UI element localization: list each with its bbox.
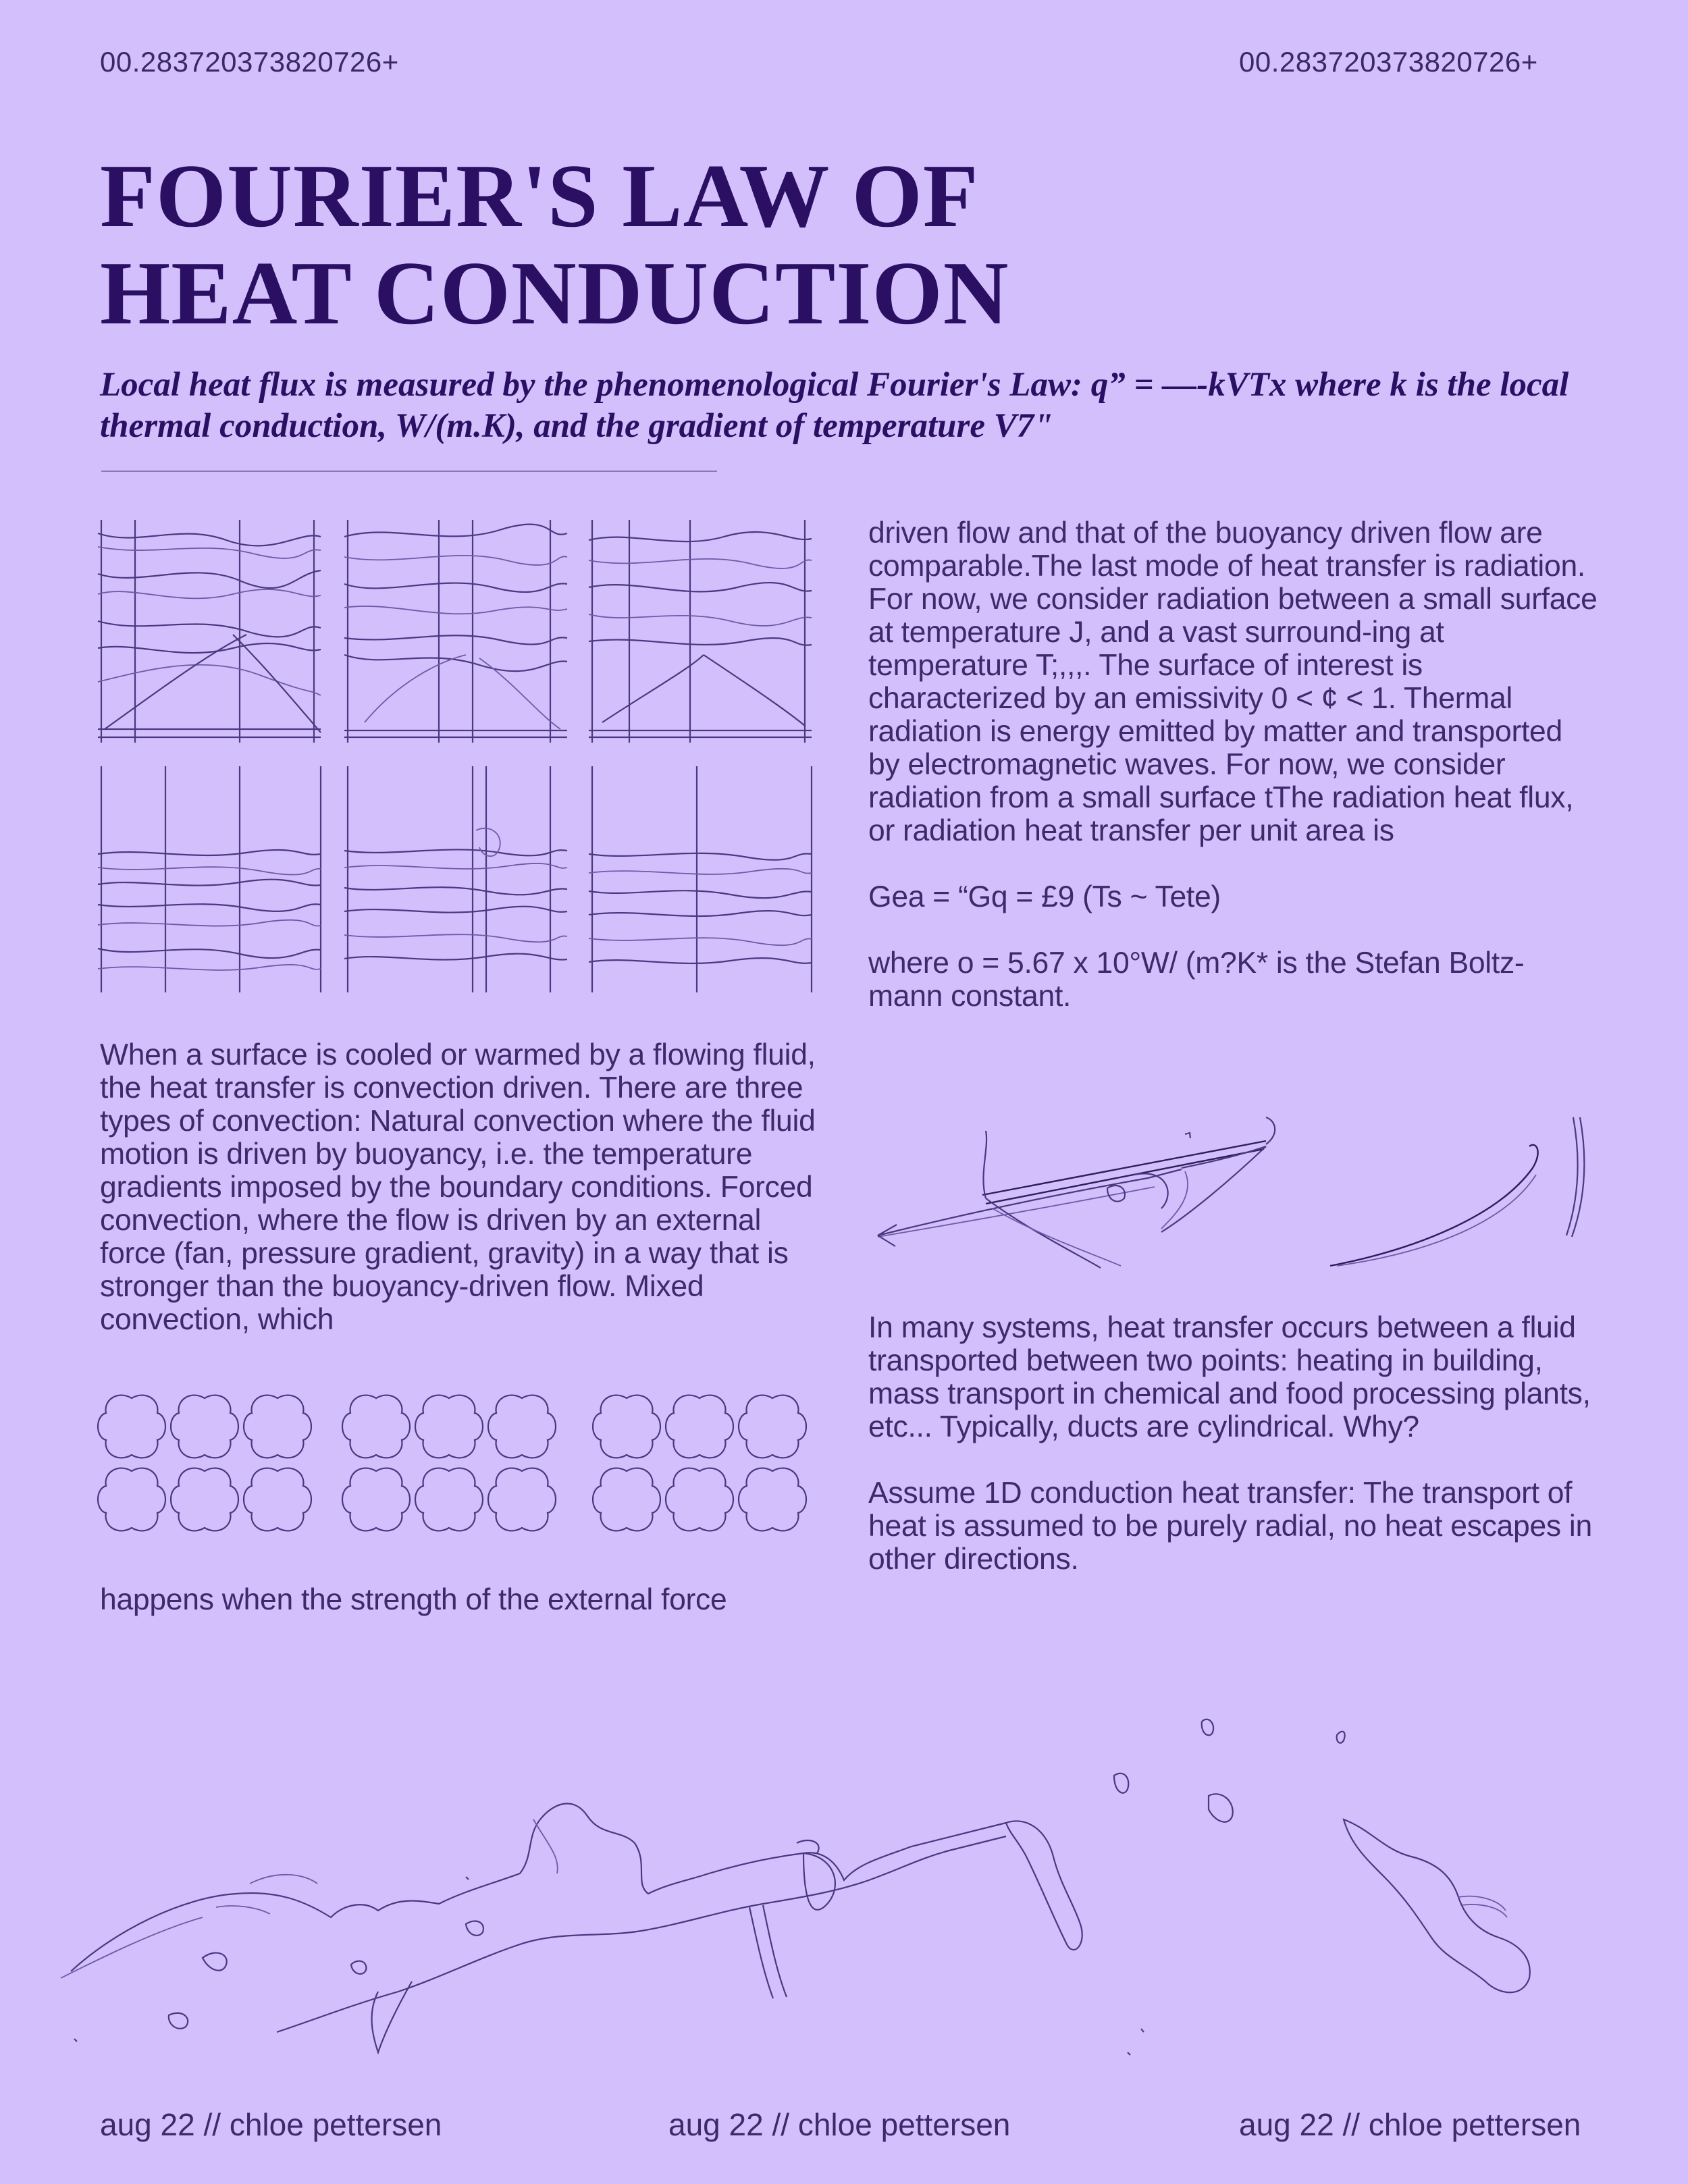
header-code-left: 00.283720373820726+ xyxy=(100,46,399,78)
left-column-paragraph-2 xyxy=(100,1583,829,1616)
stefan-boltzmann-text: where o = 5.67 x 10°W/ (m?K* is the Stefan Boltz-mann constant. xyxy=(868,947,1525,1013)
external-force-text: happens when the strength of the external force xyxy=(100,1583,727,1616)
radial-conduction-text: Assume 1D conduction heat transfer: The transport of heat is assumed to be purely radial, no heat escapes in other directions. xyxy=(868,1476,1592,1576)
bottom-line-drawing xyxy=(61,1641,1627,2073)
radiation-text: driven flow and that of the buoyancy driven flow are comparable.The last mode of heat transfer is radiation. For now, we consider radiation between a small surface at temperature J, and a vast surround-ing at temperature T;,,,. The surface of interest is characterized by an emissivity 0 < ¢ < 1. Thermal radiation is energy emitted by matter and transported by electromagnetic waves. For now, we consider radiation from a small surface tThe radiation heat flux, or radiation heat transfer per unit area is xyxy=(868,516,1598,847)
radiation-equation: Gea = “Gq = £9 (Ts ~ Tete) xyxy=(868,880,1221,913)
footer-right: aug 22 // chloe pettersen xyxy=(1239,2107,1581,2142)
panel-1 xyxy=(98,520,321,743)
footer-center: aug 22 // chloe pettersen xyxy=(668,2107,1011,2142)
left-column-paragraph-1 xyxy=(100,1038,829,1336)
panel-2 xyxy=(344,520,567,743)
panel-4 xyxy=(98,766,321,992)
clover-pattern xyxy=(98,1389,820,1541)
right-column-top xyxy=(868,516,1598,1013)
arrow-crescent-drawing xyxy=(878,1114,1607,1269)
clover-group-3 xyxy=(593,1395,806,1531)
subtitle: Local heat flux is measured by the phenomenological Fourier's Law: q” = —-kVTx where k is the local thermal conduction, W/(m.K), and the gradient of temperature V7" xyxy=(100,366,1569,445)
divider-rule xyxy=(101,471,717,472)
clover-group-1 xyxy=(98,1395,311,1531)
panel-5 xyxy=(344,766,567,992)
line-art-panel-grid xyxy=(98,520,814,992)
right-column-bottom xyxy=(868,1311,1598,1576)
duct-text: In many systems, heat transfer occurs between a fluid transported between two points: heating in building, mass transport in chemical and food processing plants, etc... Typically, ducts are cylindrical. Why? xyxy=(868,1311,1591,1443)
panel-6 xyxy=(589,766,812,992)
title-line-1: FOURIER'S LAW OF xyxy=(100,146,979,246)
page-title xyxy=(100,147,1009,342)
footer-left: aug 22 // chloe pettersen xyxy=(100,2107,442,2142)
title-line-2: HEAT CONDUCTION xyxy=(100,243,1009,343)
convection-text: When a surface is cooled or warmed by a flowing fluid, the heat transfer is convection driven. There are three types of convection: Natural convection where the fluid motion is driven by buoyancy, i.e. the temperature gradients imposed by the boundary conditions. Forced convection, where the flow is driven by an external force (fan, pressure gradient, gravity) in a way that is stronger than the buoyancy-driven flow. Mixed convection, which xyxy=(100,1038,816,1336)
clover-group-2 xyxy=(342,1395,556,1531)
panel-3 xyxy=(589,520,812,743)
header-code-right: 00.283720373820726+ xyxy=(1239,46,1538,78)
